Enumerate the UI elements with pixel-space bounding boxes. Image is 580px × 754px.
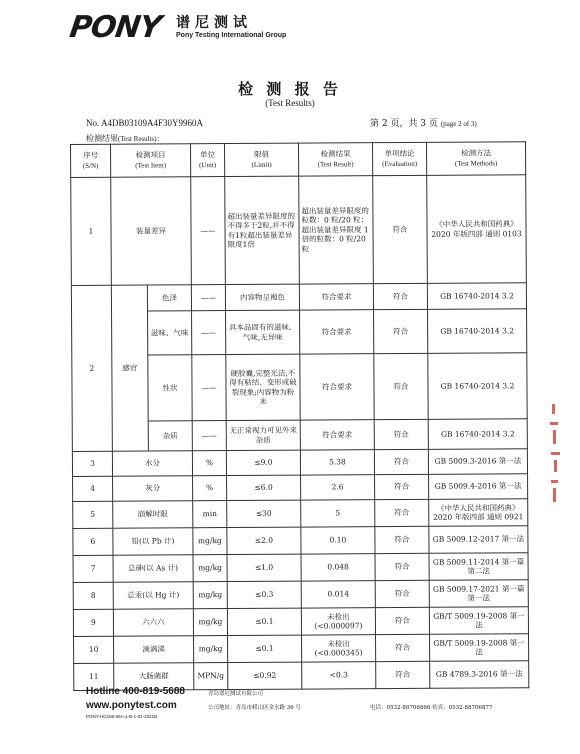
cell-evaluation: 符合 — [376, 634, 430, 661]
header-evaluation: 单项结论 (Evaluation) — [372, 142, 426, 175]
cell-method: 《中华人民共和国药典》2020 年版四部 通则 0921 — [429, 499, 528, 527]
cell-unit: MPN/g — [194, 663, 228, 690]
table-row — [71, 175, 527, 286]
cell-result: 0.014 — [301, 581, 375, 608]
cell-result: 5.38 — [300, 450, 374, 475]
cell-sn: 11 — [74, 663, 114, 690]
header-test-result: 检测结果 (Test Result) — [298, 143, 372, 176]
cell-result: 2.6 — [301, 475, 375, 500]
cell-limit: ≤0.92 — [228, 662, 302, 689]
header-unit: 单位 (Unit) — [191, 144, 225, 177]
cell-evaluation: 符合 — [375, 607, 429, 634]
cell-method: GB 5009.12-2017 第一法 — [429, 526, 528, 554]
cell-subitem: 杂质 — [148, 421, 192, 451]
report-number: No. A4DB03109A4F30Y9960A — [86, 118, 204, 128]
cell-sn: 10 — [74, 636, 114, 663]
cell-item: 六六六 — [113, 609, 193, 636]
table-row — [73, 499, 528, 529]
header-test-methods: 检测方法 (Test Methods) — [426, 142, 525, 176]
cell-group: 感官 — [111, 285, 148, 451]
cell-evaluation: 符合 — [373, 283, 427, 309]
cell-limit: ≤0.1 — [228, 635, 302, 662]
cell-item: 水分 — [112, 451, 192, 476]
company-name-cn: 谱尼测试 — [176, 15, 252, 31]
cell-evaluation: 符合 — [375, 474, 429, 499]
cell-unit: min — [193, 501, 227, 528]
cell-sn: 7 — [73, 555, 113, 582]
table-row — [73, 526, 528, 556]
cell-limit: ≤1.0 — [227, 554, 301, 581]
cell-limit: ≤0.1 — [227, 608, 301, 635]
cell-evaluation: 符合 — [376, 661, 430, 688]
cell-limit: 硬胶囊,完整光洁,不得有粘结、变形或破裂现象;内容物为粉末 — [226, 354, 300, 420]
cell-subitem: 色泽 — [147, 285, 191, 311]
cell-evaluation: 符合 — [374, 449, 428, 474]
cell-limit: ≤6.0 — [227, 475, 301, 500]
cell-unit: mg/kg — [193, 609, 227, 636]
cell-evaluation: 符合 — [374, 353, 428, 419]
cell-method: GB/T 5009.19-2008 第一法 — [429, 607, 528, 635]
logo-mark: PONY — [67, 10, 163, 45]
cell-result: 5 — [301, 500, 375, 527]
header-test-item: 检测项目 (Test Item) — [111, 144, 191, 177]
cell-result: 超出装量差异限度的粒数：0 粒/20 粒；超出装量差异限度 1 倍的粒数：0 粒/20 粒 — [299, 176, 374, 284]
cell-unit: —— — [191, 285, 225, 311]
cell-method: 《中华人民共和国药典》2020 年版四部 通则 0103 — [427, 175, 527, 284]
table-row — [72, 449, 527, 477]
cell-unit: —— — [191, 177, 226, 285]
report-title: 检 测 报 告 — [238, 80, 342, 98]
table-row — [73, 474, 528, 502]
cell-sn: 4 — [73, 476, 113, 501]
cell-sn: 2 — [71, 285, 112, 451]
cell-evaluation: 符合 — [375, 580, 429, 607]
footer-website[interactable]: www.ponytest.com — [86, 700, 177, 711]
cell-result: 符合要求 — [299, 284, 373, 310]
footer-doc-code: PONY-HG186-06A-1-B-1-01-2021B — [86, 714, 158, 719]
cell-sn: 5 — [73, 501, 113, 528]
cell-item: 崩解时限 — [113, 501, 193, 528]
results-label — [86, 133, 164, 144]
cell-item: 铅(以 Pb 计) — [113, 528, 193, 555]
page-indicator-cn: 第 2 页，共 3 页 — [370, 119, 438, 129]
cell-item: 滴滴涕 — [114, 636, 194, 663]
cell-sn: 8 — [73, 582, 113, 609]
results-table — [70, 141, 529, 691]
cell-result: 0.10 — [301, 527, 375, 554]
cell-result: 0.048 — [301, 554, 375, 581]
cell-method: GB/T 5009.19-2008 第一法 — [430, 634, 529, 662]
cell-method: GB 5009.11-2014 第一篇 第二法 — [429, 553, 528, 581]
cell-item: 装量差异 — [111, 177, 192, 285]
cell-evaluation: 符合 — [374, 309, 428, 353]
table-row — [74, 634, 529, 664]
cell-evaluation: 符合 — [375, 499, 429, 526]
cell-limit: 无正常视力可见外来杂质 — [226, 420, 300, 450]
cell-method: GB 5009.17-2021 第一篇 第一法 — [429, 580, 528, 608]
cell-sn: 6 — [73, 528, 113, 555]
cell-evaluation: 符合 — [375, 553, 429, 580]
cell-item: 灰分 — [113, 476, 193, 501]
cell-method: GB 4789.3-2016 第一法 — [430, 661, 529, 689]
cell-method: GB 5009.3-2016 第一法 — [428, 449, 527, 475]
company-logo — [67, 10, 330, 45]
seal-fragment-icon — [546, 400, 566, 510]
table-header-row — [71, 142, 526, 178]
cell-subitem: 性状 — [148, 355, 192, 421]
cell-unit: —— — [192, 311, 226, 355]
cell-unit: mg/kg — [193, 582, 227, 609]
cell-result: 符合要求 — [300, 420, 374, 450]
results-label-en: (Test Results)： — [118, 135, 164, 143]
page-indicator-en: (page 2 of 3) — [440, 120, 477, 128]
cell-limit: 内容物呈褐色 — [225, 284, 299, 310]
results-label-cn: 检测结果 — [86, 134, 118, 143]
cell-limit: ≤9.0 — [226, 450, 300, 475]
cell-method: GB 16740-2014 3.2 — [428, 353, 527, 420]
cell-item: 大肠菌群 — [114, 663, 194, 690]
cell-method: GB 5009.4-2016 第一法 — [429, 474, 528, 500]
table-row — [71, 283, 526, 312]
cell-unit: —— — [192, 355, 226, 421]
footer-hotline: Hotline 400-819-5688 — [86, 686, 185, 697]
cell-limit: ≤2.0 — [227, 527, 301, 554]
header-limit: 限值 (Limit) — [225, 143, 299, 176]
cell-evaluation: 符合 — [374, 419, 428, 449]
cell-unit: mg/kg — [193, 555, 227, 582]
report-subtitle: (Test Results) — [265, 98, 315, 108]
table-row — [73, 553, 528, 583]
cell-sn: 3 — [72, 451, 112, 476]
cell-limit: 具本品固有的滋味、气味,无异味 — [226, 310, 300, 354]
table-row — [73, 607, 528, 637]
page-indicator — [370, 116, 477, 129]
footer-company: 青岛谱尼测试有限公司 — [208, 691, 264, 697]
cell-unit: —— — [192, 421, 226, 451]
cell-unit: % — [193, 476, 227, 501]
cell-evaluation: 符合 — [375, 526, 429, 553]
cell-method: GB 16740-2014 3.2 — [427, 283, 526, 310]
cell-result: 符合要求 — [300, 354, 374, 420]
cell-method: GB 16740-2014 3.2 — [428, 309, 527, 354]
cell-unit: mg/kg — [194, 636, 228, 663]
cell-sn: 1 — [71, 177, 112, 285]
table-row — [73, 580, 528, 610]
cell-result: <0.3 — [302, 662, 376, 689]
cell-item: 总砷(以 As 计) — [113, 555, 193, 582]
cell-unit: % — [192, 451, 226, 476]
cell-result: 未检出 (<0.000097) — [301, 608, 375, 635]
cell-method: GB 16740-2014 3.2 — [428, 419, 527, 450]
cell-limit: ≤30 — [227, 500, 301, 527]
cell-subitem: 滋味、气味 — [148, 311, 192, 355]
header-sn: 序号 (S/N) — [71, 144, 111, 177]
cell-evaluation: 符合 — [373, 175, 428, 283]
cell-sn: 9 — [73, 609, 113, 636]
cell-item: 总汞(以 Hg 计) — [113, 582, 193, 609]
cell-limit: ≤0.3 — [227, 581, 301, 608]
company-name-en: Pony Testing International Group — [176, 32, 287, 39]
footer-address: 公司地址：青岛市崂山区金水路 36 号 — [208, 705, 301, 711]
cell-limit: 超出装量差异限度的不得多于2粒,并不得有1粒超出装量差异限度1倍 — [225, 176, 300, 284]
cell-result: 未检出 (<0.000345) — [302, 635, 376, 662]
cell-result: 符合要求 — [300, 310, 374, 354]
cell-unit: mg/kg — [193, 528, 227, 555]
footer-phone: 电话：0532-88706866 传真：0532-88706877 — [370, 705, 493, 711]
